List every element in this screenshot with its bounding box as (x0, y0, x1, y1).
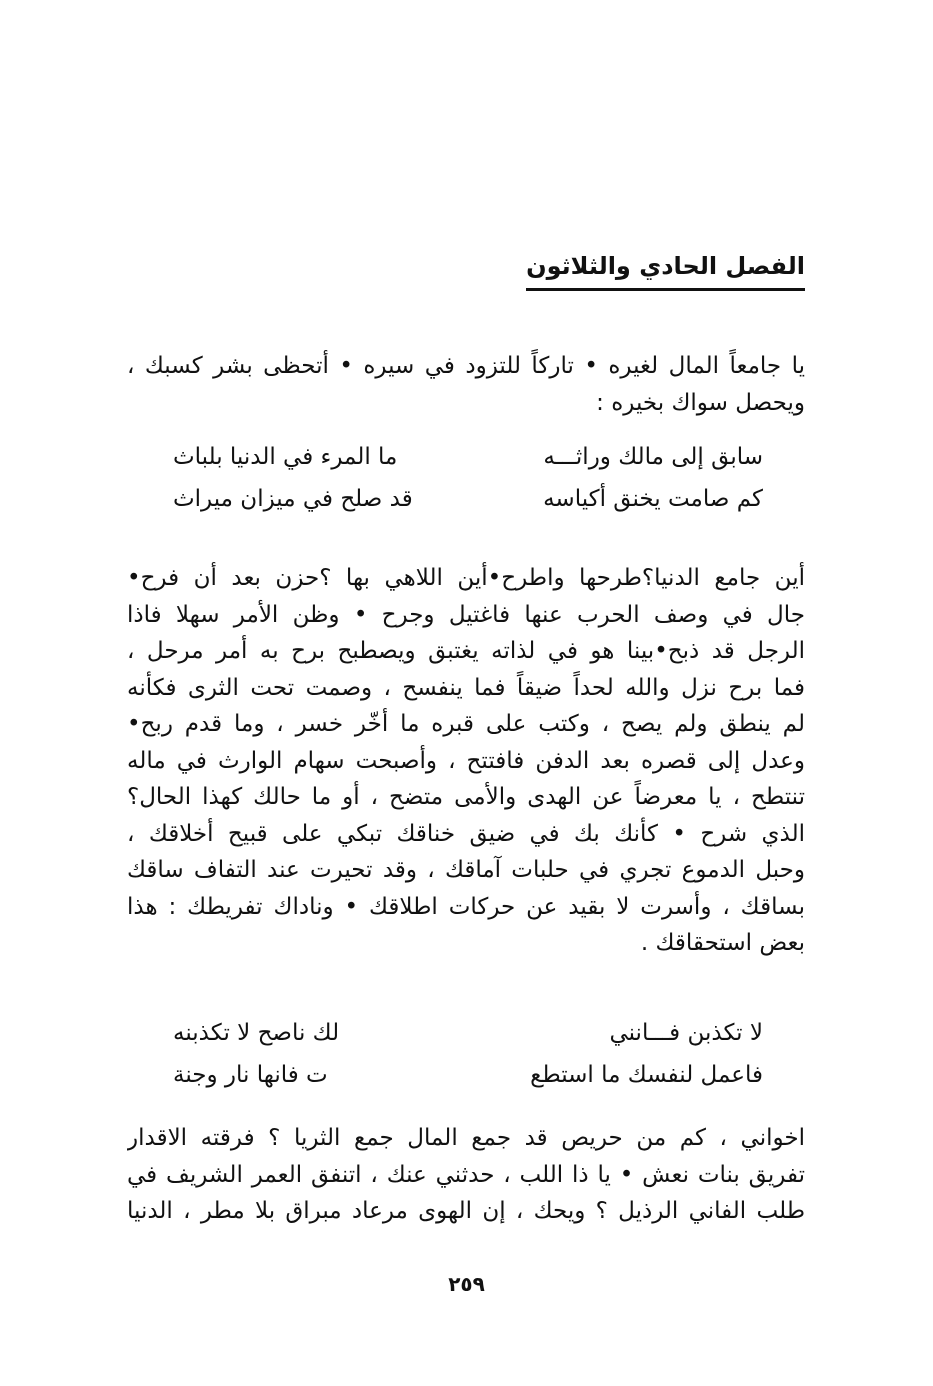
chapter-title: الفصل الحادي والثلاثون (526, 248, 805, 291)
text-line: الرجل قد ذبح•بينا هو في لذاته يغتبق ويصطبح برح به أمر مرحل ، (127, 638, 805, 664)
verse-line (173, 1054, 763, 1096)
text-line: اخواني ، كم من حريص قد جمع المال جمع الثريا ؟ فرقته الاقدار (127, 1125, 805, 1151)
verse-hemistich-second: قد صلح في ميزان ميراث (173, 486, 413, 512)
text-line: جال في وصف الحرب عنها فاغتيل وجرح • وظن الأمر سهلا فاذا (127, 601, 805, 628)
text-line: لم ينطق ولم يصح ، وكتب على قبره ما أخّر خسر ، وما قدم ربح• (127, 711, 805, 737)
text-line: تنتطح ، يا معرضاً عن الهدى والأمى متضح ، أو ما حالك كهذا الحال؟ (127, 784, 805, 810)
verse-hemistich-second: لك ناصح لا تكذبنه (173, 1020, 340, 1046)
verse-hemistich-second: ت فانها نار وجنة (173, 1062, 328, 1088)
prose-paragraph (127, 560, 805, 962)
verse-hemistich-first: فاعمل لنفسك ما استطع (530, 1062, 763, 1088)
verse-block (173, 1012, 763, 1096)
page-number: ٢٥٩ (448, 1272, 485, 1296)
text-line: فما برح نزل والله لحداً ضيقاً فما ينفسح ، وصمت تحت الثرى فكأنه (127, 674, 805, 701)
verse-hemistich-second: ما المرء في الدنيا بلباث (173, 444, 398, 470)
text-line: وعدل إلى قصره بعد الدفن فافتتح ، وأصبحت سهام الوارث في ماله (127, 747, 805, 774)
text-line: أين جامع الدنيا؟طرحها واطرح•أين اللاهي بها ؟حزن بعد أن فرح• (127, 565, 805, 591)
text-line: بعض استحقاقك . (640, 930, 805, 956)
text-line: بساقك ، وأسرت لا بقيد عن حركات اطلاقك • وناداك تفريطك : هذا (127, 893, 805, 920)
text-line: يا جامعاً المال لغيره • تاركاً للتزود في سيره • أتحظى بشر كسبك ، (127, 353, 805, 379)
text-line: طلب الفاني الرذيل ؟ ويحك ، إن الهوى مرعاد مبراق بلا مطر ، الدنيا (127, 1198, 805, 1224)
verse-hemistich-first: سابق إلى مالك وراثـــه (543, 444, 763, 470)
verse-block (173, 436, 763, 520)
verse-hemistich-first: كم صامت يخنق أكياسه (543, 486, 763, 512)
intro-paragraph (127, 348, 805, 421)
text-line: وحبل الدموع تجري في حلبات آماقك ، وقد تحيرت عند التفاف ساقك (127, 857, 805, 883)
text-line: تفريق بنات نعش • يا ذا اللب ، حدثني عنك ، اتنفق العمر الشريف في (127, 1161, 805, 1188)
verse-hemistich-first: لا تكذبن فـــانني (609, 1020, 763, 1046)
verse-line (173, 478, 763, 520)
closing-paragraph (127, 1120, 805, 1230)
verse-line (173, 436, 763, 478)
verse-line (173, 1012, 763, 1054)
text-line: ويحصل سواك بخيره : (596, 389, 805, 416)
text-line: الذي شرح • كأنك بك في ضيق خناقك تبكي على قبيح أخلاقك ، (127, 820, 805, 847)
